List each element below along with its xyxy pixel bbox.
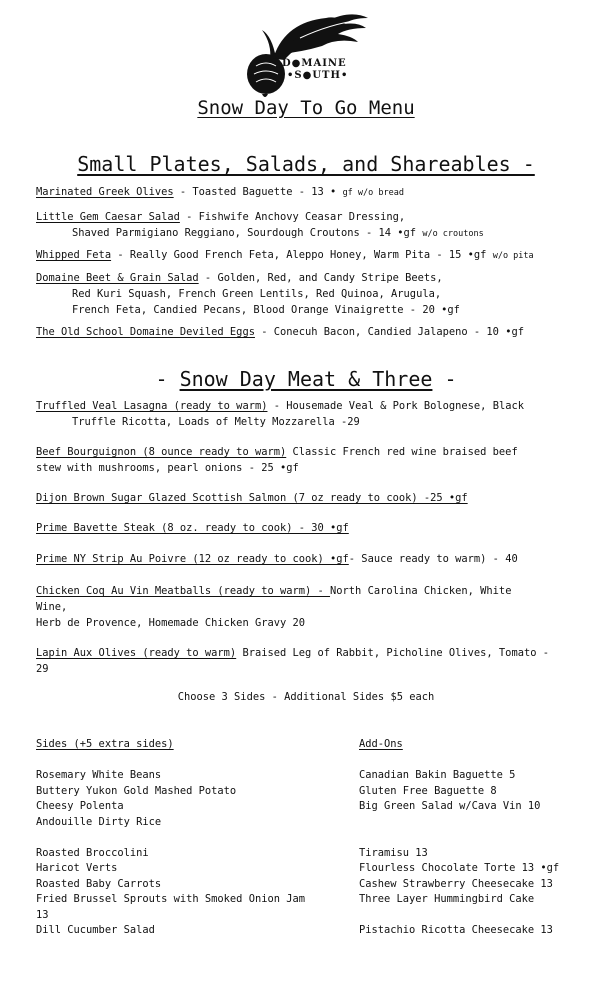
list-item: Tiramisu 13 — [359, 846, 428, 859]
small-plates-heading: Small Plates, Salads, and Shareables - — [77, 152, 535, 176]
item-note: w/o pita — [492, 251, 534, 261]
item-desc: Really Good French Feta, Aleppo Honey, Warm Pita - 15 •gf — [129, 249, 493, 261]
list-item: Dill Cucumber Salad — [36, 924, 155, 936]
list-item: Cheesy Polenta — [36, 800, 124, 812]
item-desc: Truffle Ricotta, Loads of Melty Mozzarella -29 — [72, 416, 360, 428]
menu-item — [36, 551, 584, 567]
item-desc: Toasted Baguette - 13 • — [192, 186, 343, 198]
addons-column — [359, 737, 559, 939]
menu-item — [36, 583, 584, 631]
item-note: gf w/o bread — [342, 188, 404, 198]
brand-line1: D●MAINE — [282, 58, 347, 69]
item-desc: 29 — [36, 663, 49, 675]
menu-item: Truffled Veal Lasagna (ready to warm) - Housemade Veal & Pork Bolognese, Black Truffle Ricotta, Loads of Melty Mozzarella -29 — [36, 398, 584, 430]
list-item: 13 — [36, 908, 49, 921]
list-item: Big Green Salad w/Cava Vin 10 — [359, 800, 541, 812]
item-name: Beef Bourguignon (8 ounce ready to warm) — [36, 446, 287, 458]
item-desc: Shaved Parmigiano Reggiano, Sourdough Croutons - 14 •gf — [72, 227, 423, 239]
item-name: Domaine Beet & Grain Salad — [36, 272, 199, 284]
menu-item: Little Gem Caesar Salad - Fishwife Anchovy Ceasar Dressing, Shaved Parmigiano Reggiano, Sourdough Croutons - 14 •gf w/o croutons — [36, 211, 484, 239]
list-item: Cashew Strawberry Cheesecake 13 — [359, 877, 553, 890]
list-item: Rosemary White Beans — [36, 769, 162, 781]
list-item: Gluten Free Baguette 8 — [359, 784, 497, 797]
meat-three-heading: - Snow Day Meat & Three - — [155, 367, 457, 391]
item-name: Chicken Coq Au Vin Meatballs (ready to warm) - — [36, 585, 331, 597]
menu-item — [36, 645, 584, 677]
brand-line2: •S●UTH• — [287, 70, 349, 81]
item-name: Lapin Aux Olives (ready to warm) — [36, 647, 237, 659]
item-name: Prime NY Strip Au Poivre (12 oz ready to cook) •gf — [36, 553, 349, 565]
item-name: Little Gem Caesar Salad — [36, 211, 180, 223]
item-desc: North Carolina Chicken, White — [330, 585, 512, 597]
item-desc: Braised Leg of Rabbit, Picholine Olives, Tomato - — [236, 647, 549, 659]
item-name: Dijon Brown Sugar Glazed Scottish Salmon (7 oz ready to cook) -25 •gf — [36, 492, 468, 504]
list-item: Three Layer Hummingbird Cake — [359, 893, 535, 905]
item-desc: Conecuh Bacon, Candied Jalapeno - 10 •gf — [273, 326, 524, 338]
menu-item — [36, 520, 584, 536]
item-note: w/o croutons — [422, 229, 484, 239]
item-desc: Red Kuri Squash, French Green Lentils, Red Quinoa, Arugula, — [72, 288, 442, 300]
menu-item: Domaine Beet & Grain Salad - Golden, Red, and Candy Stripe Beets, Red Kuri Squash, French Green Lentils, Red Quinoa, Arugula, French Feta, Candied Pecans, Blood Orange Vinaigrette - 20 •gf — [36, 270, 584, 318]
page-title: Snow Day To Go Menu — [197, 97, 415, 119]
list-item: Canadian Bakin Baguette 5 — [359, 769, 516, 781]
item-desc: Fishwife Anchovy Ceasar Dressing, — [198, 211, 406, 223]
list-item: Fried Brussel Sprouts with Smoked Onion Jam — [36, 893, 305, 905]
menu-item — [36, 444, 584, 476]
item-desc: Golden, Red, and Candy Stripe Beets, — [217, 272, 443, 284]
menu-item: The Old School Domaine Deviled Eggs - Conecuh Bacon, Candied Jalapeno - 10 •gf — [36, 326, 524, 338]
menu-item: Marinated Greek Olives - Toasted Baguette - 13 • gf w/o bread — [36, 186, 404, 198]
list-item: Pistachio Ricotta Cheesecake 13 — [359, 924, 553, 936]
list-item: Andouille Dirty Rice — [36, 815, 162, 828]
item-name: Truffled Veal Lasagna (ready to warm) — [36, 400, 268, 412]
list-item: Roasted Baby Carrots — [36, 877, 162, 890]
list-item: Haricot Verts — [36, 862, 118, 874]
item-desc: Herb de Provence, Homemade Chicken Gravy 20 — [36, 617, 305, 629]
sides-column — [36, 737, 305, 939]
beet-logo — [240, 8, 380, 100]
menu-item — [36, 490, 584, 506]
list-item: Flourless Chocolate Torte 13 •gf — [359, 862, 560, 874]
item-desc: Classic French red wine braised beef — [286, 446, 518, 458]
item-name: Prime Bavette Steak (8 oz. ready to cook) - 30 •gf — [36, 522, 349, 534]
item-name: Marinated Greek Olives — [36, 186, 174, 198]
item-desc: Wine, — [36, 601, 68, 613]
list-item: Roasted Broccolini — [36, 846, 149, 859]
item-desc: Housemade Veal & Pork Bolognese, Black — [286, 400, 524, 412]
item-name: Whipped Feta — [36, 249, 112, 261]
list-item: Buttery Yukon Gold Mashed Potato — [36, 784, 237, 797]
menu-item: Whipped Feta - Really Good French Feta, Aleppo Honey, Warm Pita - 15 •gf w/o pita — [36, 249, 534, 261]
brand-wordmark — [282, 58, 362, 82]
item-desc: stew with mushrooms, pearl onions - 25 •gf — [36, 462, 299, 474]
item-desc: French Feta, Candied Pecans, Blood Orange Vinaigrette - 20 •gf — [72, 304, 460, 316]
sides-heading: Sides (+5 extra sides) — [36, 738, 174, 750]
item-desc: - Sauce ready to warm) - 40 — [348, 553, 518, 565]
addons-heading: Add-Ons — [359, 738, 403, 750]
item-name: The Old School Domaine Deviled Eggs — [36, 326, 255, 338]
choose-sides-note: Choose 3 Sides - Additional Sides $5 each — [177, 691, 435, 703]
